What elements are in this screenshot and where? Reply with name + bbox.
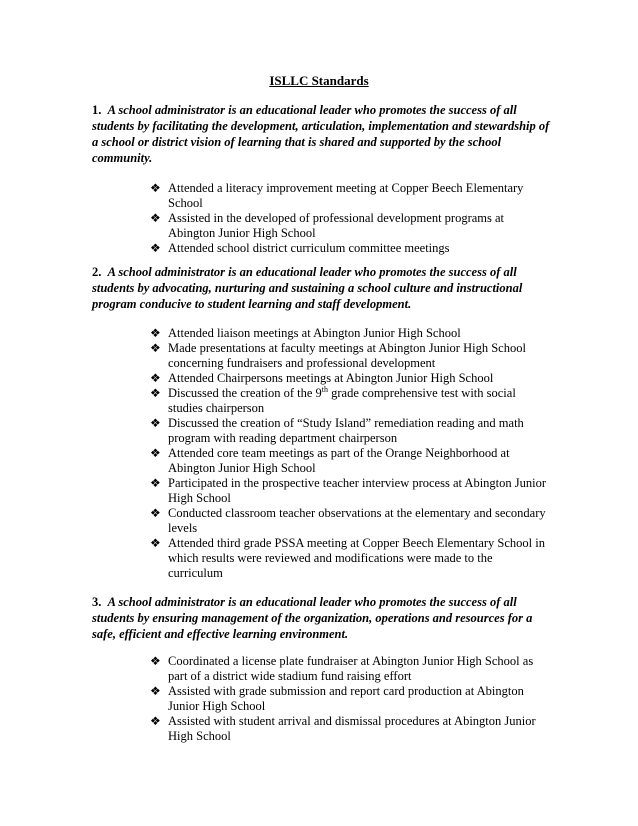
section-3-list xyxy=(150,654,550,744)
section-3-number: 3. xyxy=(92,595,102,609)
four-diamond-bullet-icon: ❖ xyxy=(150,326,161,340)
section-1-heading xyxy=(92,102,552,166)
four-diamond-bullet-icon: ❖ xyxy=(150,506,161,520)
list-item: ❖ Attended core team meetings as part of the Orange Neighborhood at Abington Junior High School xyxy=(150,446,510,475)
four-diamond-bullet-icon: ❖ xyxy=(150,341,161,355)
section-2-number: 2. xyxy=(92,265,102,279)
list-item: ❖ Attended liaison meetings at Abington Junior High School xyxy=(150,326,461,340)
list-item: ❖ Assisted with student arrival and dismissal procedures at Abington Junior High School xyxy=(150,714,536,743)
section-2-list xyxy=(150,326,550,581)
section-1-text: A school administrator is an educational leader who promotes the success of all students by facilitating the development, articulation, implementation and stewardship of a school or district vision of learning that is shared and supported by the school community. xyxy=(92,103,550,165)
four-diamond-bullet-icon: ❖ xyxy=(150,684,161,698)
list-item: ❖ Assisted in the developed of professional development programs at Abington Junior High School xyxy=(150,211,505,240)
four-diamond-bullet-icon: ❖ xyxy=(150,211,161,225)
list-item: ❖ Made presentations at faculty meetings at Abington Junior High School concerning fundraisers and professional development xyxy=(150,341,526,370)
list-item: ❖ Attended Chairpersons meetings at Abington Junior High School xyxy=(150,371,494,385)
four-diamond-bullet-icon: ❖ xyxy=(150,386,161,400)
four-diamond-bullet-icon: ❖ xyxy=(150,654,161,668)
list-item: ❖ Discussed the creation of “Study Island” remediation reading and math program with reading department chairperson xyxy=(150,416,524,445)
list-item: ❖ Attended third grade PSSA meeting at Copper Beech Elementary School in which results were reviewed and modifications were made to the curriculum xyxy=(150,536,546,580)
section-2-text: A school administrator is an educational leader who promotes the success of all students by advocating, nurturing and sustaining a school culture and instructional program conducive to student learning and staff development. xyxy=(92,265,523,311)
four-diamond-bullet-icon: ❖ xyxy=(150,241,161,255)
document-title: ISLLC Standards xyxy=(269,73,369,88)
list-item: ❖ Participated in the prospective teacher interview process at Abington Junior High School xyxy=(150,476,547,505)
four-diamond-bullet-icon: ❖ xyxy=(150,371,161,385)
list-item: ❖ Attended a literacy improvement meeting at Copper Beech Elementary School xyxy=(150,181,524,210)
list-item: ❖ Discussed the creation of the 9th grade comprehensive test with social studies chairperson xyxy=(150,384,516,415)
four-diamond-bullet-icon: ❖ xyxy=(150,416,161,430)
section-1-number: 1. xyxy=(92,103,102,117)
list-item: ❖ Attended school district curriculum committee meetings xyxy=(150,241,450,255)
section-2-heading xyxy=(92,264,552,312)
section-3-heading xyxy=(92,594,552,642)
list-item: ❖ Assisted with grade submission and report card production at Abington Junior High School xyxy=(150,684,524,713)
four-diamond-bullet-icon: ❖ xyxy=(150,476,161,490)
section-3-text: A school administrator is an educational leader who promotes the success of all students by ensuring management of the organization, operations and resources for a safe, efficient and effective learning environment. xyxy=(92,595,533,641)
list-item: ❖ Conducted classroom teacher observations at the elementary and secondary levels xyxy=(150,506,546,535)
list-item: ❖ Coordinated a license plate fundraiser at Abington Junior High School as part of a district wide stadium fund raising effort xyxy=(150,654,534,683)
four-diamond-bullet-icon: ❖ xyxy=(150,446,161,460)
four-diamond-bullet-icon: ❖ xyxy=(150,536,161,550)
four-diamond-bullet-icon: ❖ xyxy=(150,714,161,728)
section-1-list xyxy=(150,181,550,256)
four-diamond-bullet-icon: ❖ xyxy=(150,181,161,195)
